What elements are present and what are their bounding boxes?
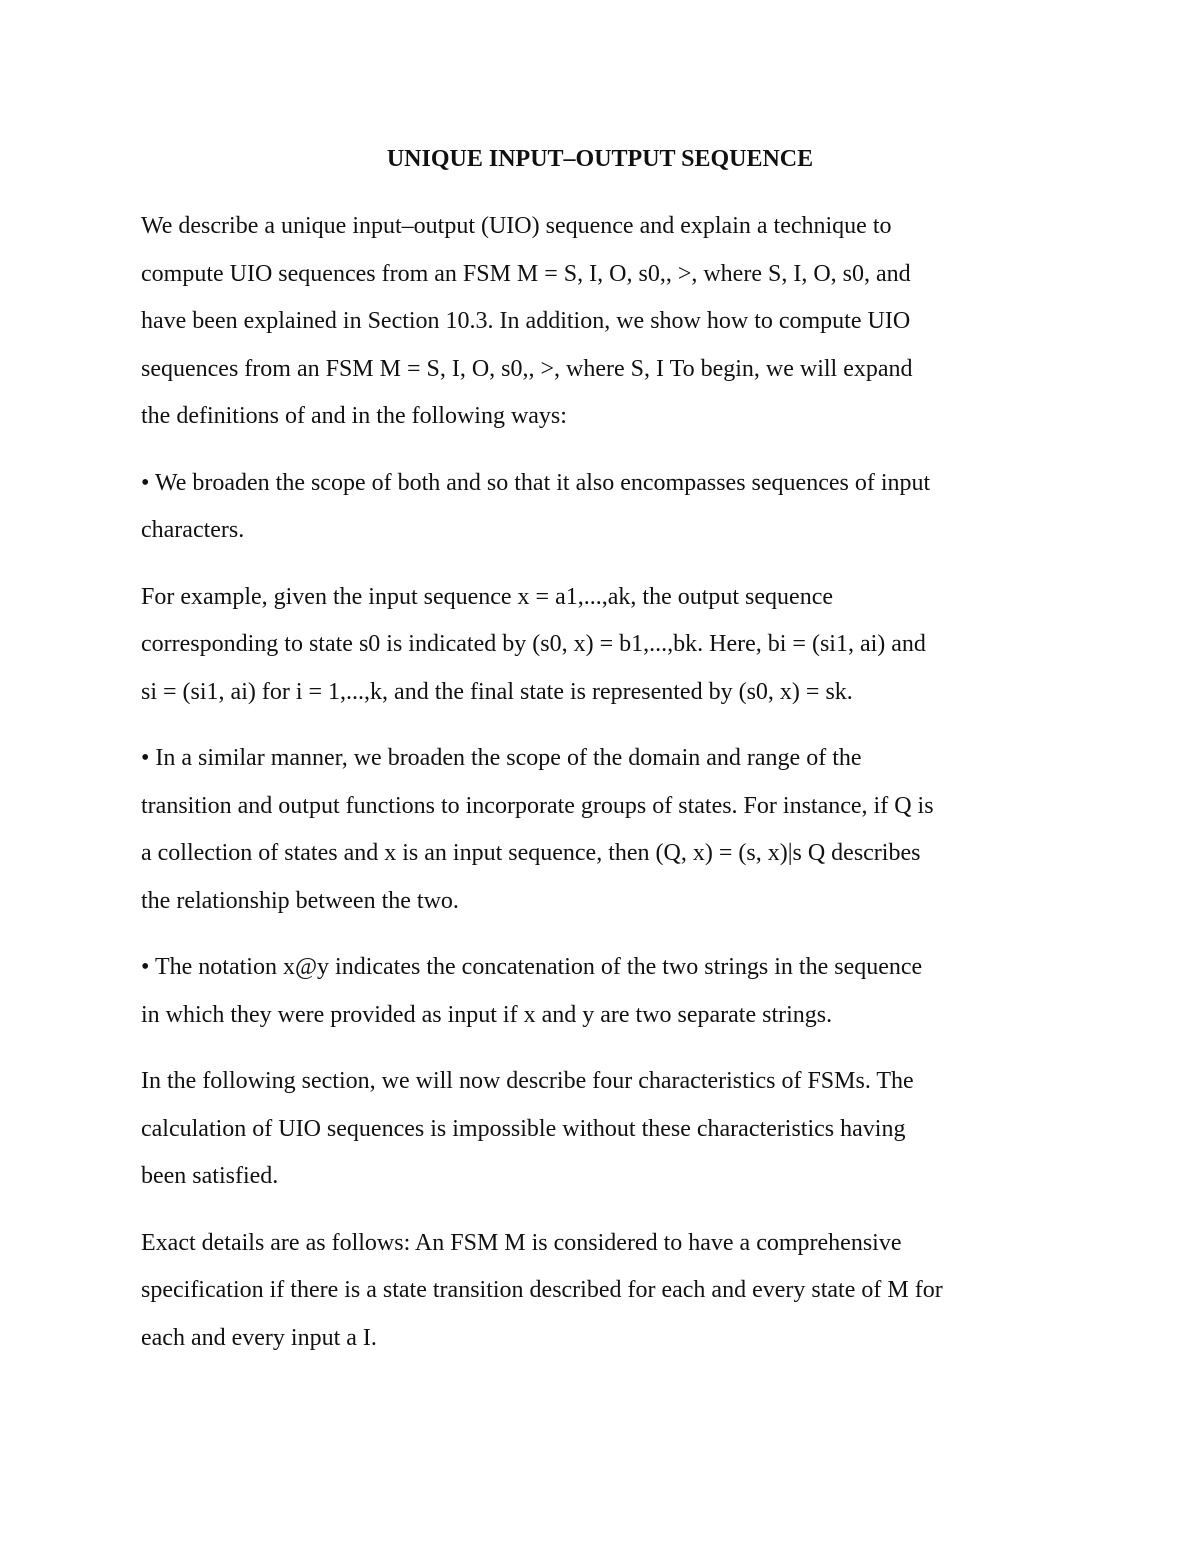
paragraph-bullet-input-sequences bbox=[141, 460, 1081, 555]
text-line: a collection of states and x is an input sequence, then (Q, x) = (s, x)|s Q describes bbox=[141, 840, 921, 866]
text-line: Exact details are as follows: An FSM M is considered to have a comprehensive bbox=[141, 1229, 902, 1256]
text-line: For example, given the input sequence x = a1,...,ak, the output sequence bbox=[141, 583, 834, 610]
text-line: in which they were provided as input if x and y are two separate strings. bbox=[141, 1001, 833, 1028]
document-title: UNIQUE INPUT–OUTPUT SEQUENCE bbox=[386, 146, 814, 172]
text-line: been satisfied. bbox=[141, 1163, 279, 1189]
text-line: In the following section, we will now describe four characteristics of FSMs. The bbox=[141, 1068, 914, 1094]
document-body bbox=[141, 203, 1081, 1381]
text-line: • In a similar manner, we broaden the scope of the domain and range of the bbox=[141, 745, 862, 771]
paragraph-fsm-characteristics bbox=[141, 1058, 1081, 1201]
text-line: • The notation x@y indicates the concatenation of the two strings in the sequence bbox=[141, 954, 923, 980]
text-line: sequences from an FSM M = S, I, O, s0,, >, where S, I To begin, we will expand bbox=[141, 355, 913, 382]
text-line: transition and output functions to incorporate groups of states. For instance, if Q is bbox=[141, 792, 934, 819]
text-line: the relationship between the two. bbox=[141, 887, 459, 914]
text-line: have been explained in Section 10.3. In addition, we show how to compute UIO bbox=[141, 308, 911, 334]
text-line: si = (si1, ai) for i = 1,...,k, and the final state is represented by (s0, x) = sk. bbox=[141, 678, 853, 705]
text-line: corresponding to state s0 is indicated by (s0, x) = b1,...,bk. Here, bi = (si1, ai) and bbox=[141, 631, 926, 657]
text-line: • We broaden the scope of both and so that it also encompasses sequences of input bbox=[141, 469, 931, 496]
paragraph-uio-intro bbox=[141, 203, 1081, 441]
text-line: We describe a unique input–output (UIO) sequence and explain a technique to bbox=[141, 213, 892, 239]
paragraph-example bbox=[141, 574, 1081, 717]
text-line: characters. bbox=[141, 517, 245, 543]
text-line: specification if there is a state transition described for each and every state of M for bbox=[141, 1277, 943, 1303]
paragraph-bullet-state-groups bbox=[141, 735, 1081, 925]
text-line: calculation of UIO sequences is impossible without these characteristics having bbox=[141, 1115, 906, 1142]
text-line: the definitions of and in the following ways: bbox=[141, 403, 567, 429]
text-line: compute UIO sequences from an FSM M = S, I, O, s0,, >, where S, I, O, s0, and bbox=[141, 260, 911, 287]
paragraph-bullet-concatenation bbox=[141, 944, 1081, 1039]
paragraph-complete-specification bbox=[141, 1220, 1081, 1363]
text-line: each and every input a I. bbox=[141, 1324, 377, 1351]
